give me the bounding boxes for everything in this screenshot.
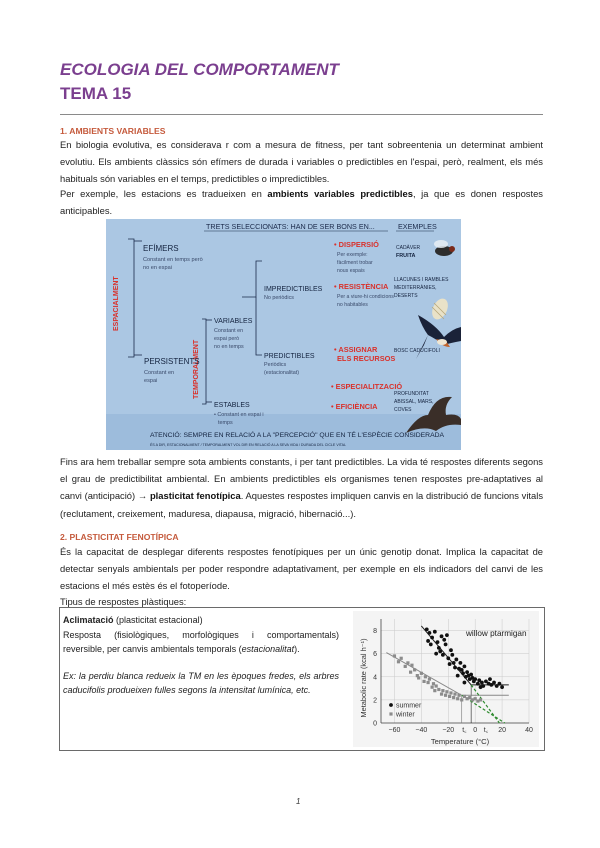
summer-point xyxy=(480,681,484,685)
svg-text:Constant en temps però: Constant en temps però xyxy=(143,257,203,263)
section-1-heading: 1. AMBIENTS VARIABLES xyxy=(60,126,166,136)
y-tick-label: 0 xyxy=(373,720,377,728)
winter-point xyxy=(452,696,455,699)
summer-point xyxy=(479,685,483,689)
summer-point xyxy=(426,639,430,643)
predictable-title: PREDICTIBLES xyxy=(264,353,315,360)
summer-point xyxy=(446,656,450,660)
chart-title: willow ptarmigan xyxy=(466,629,527,638)
example-deciduous-forest: BOSC CADUCIFOLI xyxy=(394,348,440,354)
x-tick-label: 20 xyxy=(498,727,506,734)
summer-point xyxy=(454,658,458,662)
diagram-header-traits: TRETS SELECCIONATS: HAN DE SER BONS EN... xyxy=(206,222,375,231)
legend-summer-marker xyxy=(389,703,393,707)
svg-text:Periòdics: Periòdics xyxy=(264,362,287,368)
winter-point xyxy=(424,675,427,678)
y-tick-label: 4 xyxy=(373,674,377,682)
summer-point xyxy=(463,664,467,668)
svg-text:espai: espai xyxy=(144,378,158,384)
svg-text:espai però: espai però xyxy=(214,336,240,342)
ephemeral-title: EFÍMERS xyxy=(143,244,179,253)
stable-title: ESTABLES xyxy=(214,402,250,409)
x-tick-label: t꜀ xyxy=(462,727,467,734)
x-tick-label: t꜀ xyxy=(483,727,489,734)
winter-point xyxy=(422,680,425,683)
winter-point xyxy=(409,671,412,674)
winter-point xyxy=(404,665,407,668)
summer-point xyxy=(488,677,492,681)
summer-point xyxy=(453,666,457,670)
winter-point xyxy=(441,689,444,692)
winter-point xyxy=(417,676,420,679)
acclimation-title: Aclimatació (plasticitat estacional) xyxy=(63,615,203,625)
section-2-paragraph-2: Tipus de respostes plàstiques: xyxy=(60,596,187,607)
summer-point xyxy=(444,643,448,647)
acclimation-description: Resposta (fisiològiques, morfològiques i comportamentals) reversible, per canvis ambientals temporals (estacionalitat). xyxy=(63,629,339,654)
svg-text:Per a viure-hi condicions: Per a viure-hi condicions xyxy=(337,294,394,300)
winter-point xyxy=(397,660,400,663)
summer-point xyxy=(425,628,429,632)
winter-point xyxy=(457,694,460,697)
axis-temporal-label: TEMPORALMENT xyxy=(193,339,200,399)
chart-y-label: Metabolic rate (kcal h⁻¹) xyxy=(359,638,368,718)
winter-point xyxy=(435,684,438,687)
summer-point xyxy=(469,673,473,677)
trait-specialization: • ESPECIALITZACIÓ xyxy=(331,382,403,391)
summer-point xyxy=(445,633,449,637)
svg-text:• ASSIGNAR: • ASSIGNAR xyxy=(334,345,378,354)
summer-point xyxy=(460,668,464,672)
winter-point xyxy=(440,693,443,696)
environment-types-diagram xyxy=(106,219,461,450)
svg-text:(estacionalitat): (estacionalitat) xyxy=(264,370,300,376)
legend-summer-label: summer xyxy=(396,702,422,710)
summer-point xyxy=(476,682,480,686)
svg-text:DESERTS: DESERTS xyxy=(394,293,418,299)
svg-text:no habitables: no habitables xyxy=(337,302,368,308)
legend-winter-label: winter xyxy=(396,711,415,719)
svg-text:FRUITA: FRUITA xyxy=(396,253,416,259)
persistent-title: PERSISTENTS xyxy=(144,357,200,366)
summer-point xyxy=(456,674,460,678)
winter-point xyxy=(431,686,434,689)
chart-x-label: Temperature (°C) xyxy=(430,737,490,746)
svg-text:Per exemple:: Per exemple: xyxy=(337,252,368,258)
x-tick-label: −40 xyxy=(415,727,428,734)
svg-text:COVES: COVES xyxy=(394,407,412,413)
svg-text:nous espais: nous espais xyxy=(337,268,365,274)
x-tick-label: 0 xyxy=(473,727,478,734)
x-tick-label: 40 xyxy=(525,727,533,734)
y-tick-label: 6 xyxy=(373,651,377,659)
summer-point xyxy=(428,631,432,635)
metabolic-rate-chart xyxy=(353,611,539,752)
summer-point xyxy=(473,677,477,681)
diagram-note: ATENCIÓ: SEMPRE EN RELACIÓ A LA "PERCEPCIÓ" QUE EN TÉ L'ESPÈCIE CONSIDERADA xyxy=(150,432,445,439)
svg-text:no en espai: no en espai xyxy=(143,265,172,271)
summer-point xyxy=(452,661,456,665)
summer-point xyxy=(438,649,442,653)
winter-point xyxy=(420,672,423,675)
winter-point xyxy=(426,681,429,684)
summer-point xyxy=(450,653,454,657)
svg-text:LLACUNES I RAMBLES: LLACUNES I RAMBLES xyxy=(394,277,449,283)
winter-point xyxy=(460,698,463,701)
summer-point xyxy=(437,646,441,650)
summer-point xyxy=(498,682,502,686)
summer-point xyxy=(492,681,496,685)
acclimation-example: Ex: la perdiu blanca redueix la TM en les èpoques fredes, els arbres caducifolis produeixen fulles segons la intensitat lumínica, etc. xyxy=(63,670,339,695)
summer-point xyxy=(461,671,465,675)
trait-dispersal: • DISPERSIÓ xyxy=(334,240,379,249)
summer-point xyxy=(500,685,504,689)
summer-point xyxy=(449,648,453,652)
section-1-paragraph-1: En biologia evolutiva, es considerava r com a mesura de fitness, per tant sobreentenia un determinat ambient evolutiu. Els ambients clàssics són efímers de durada i variables o predictibles en l'espai, però, realment, els més habituals són variables en el temps, predictibles o impredictibles. xyxy=(60,139,543,185)
summer-point xyxy=(448,662,452,666)
x-tick-label: −60 xyxy=(388,727,401,734)
winter-point xyxy=(437,688,440,691)
summer-point xyxy=(465,670,469,674)
summer-point xyxy=(430,636,434,640)
document-subtitle: TEMA 15 xyxy=(60,84,132,103)
svg-text:CADÀVER: CADÀVER xyxy=(396,245,421,251)
winter-point xyxy=(445,690,448,693)
axis-spatial-label: ESPACIALMENT xyxy=(113,276,120,331)
summer-point xyxy=(434,652,438,656)
winter-point xyxy=(444,694,447,697)
x-tick-label: −20 xyxy=(442,727,455,734)
summer-point xyxy=(463,681,467,685)
legend-winter-marker xyxy=(389,712,392,715)
svg-text:• Constant en espai i: • Constant en espai i xyxy=(214,412,264,418)
summer-point xyxy=(433,630,437,634)
summer-point xyxy=(442,638,446,642)
section-1-paragraph-2: Per exemple, les estacions es tradueixen en ambients variables predictibles, ja que es donen respostes anticipables. xyxy=(60,188,543,217)
diagram-note-small: ÉS A DIR, ESTACIONALMENT / TEMPORALMENT VOL DIR EN RELACIÓ A LA SEVA VIDA / DURADA DEL CICLE VITAL xyxy=(150,443,347,447)
svg-text:no en temps: no en temps xyxy=(214,344,244,350)
document-title: ECOLOGIA DEL COMPORTAMENT xyxy=(60,60,339,79)
winter-point xyxy=(448,695,451,698)
winter-point xyxy=(400,657,403,660)
section-2-paragraph-1: És la capacitat de desplegar diferents respostes fenotípiques per un únic genotip donat. Implica la capacitat de detectar senyals ambientals per poder respondre adaptativament, per exemple en els indicadors del canvi de les estacions el més estès és el fotoperíode. xyxy=(60,546,543,592)
trait-efficiency: • EFICIÈNCIA xyxy=(331,402,378,411)
section-2-heading: 2. PLASTICITAT FENOTÍPICA xyxy=(60,532,179,542)
summer-point xyxy=(429,643,433,647)
winter-point xyxy=(456,697,459,700)
unpredictable-desc: No periòdics xyxy=(264,295,294,301)
diagram-header-examples: EXEMPLES xyxy=(398,222,437,231)
winter-point xyxy=(410,664,413,667)
section-1-paragraph-3: Fins ara hem treballar sempre sota ambients constants, i per tant predictibles. La vida té respostes diferents segons el grau de predictibilitat ambiental. En ambients predictibles els organismes tenen respostes pre-adaptatives al canvi (anticipació) → plasticitat fenotípica. Aquestes respostes impliquen canvis en la distribució de funcions vitals (reclutament, creixement, maduresa, diapausa, migració, hibernació...). xyxy=(60,456,544,519)
svg-text:Constant en: Constant en xyxy=(214,328,244,334)
unpredictable-title: IMPREDICTIBLES xyxy=(264,286,323,293)
svg-text:MEDITERRÀNIES,: MEDITERRÀNIES, xyxy=(394,285,437,291)
acclimation-box xyxy=(59,607,545,751)
svg-text:temps: temps xyxy=(218,420,233,426)
svg-text:ELS RECURSOS: ELS RECURSOS xyxy=(337,354,396,363)
winter-point xyxy=(433,689,436,692)
y-tick-label: 2 xyxy=(373,697,377,705)
summer-point xyxy=(458,661,462,665)
summer-point xyxy=(436,640,440,644)
winter-point xyxy=(453,693,456,696)
winter-point xyxy=(406,661,409,664)
winter-point xyxy=(449,691,452,694)
trait-resistance: • RESISTÈNCIA xyxy=(334,282,389,291)
winter-point xyxy=(393,654,396,657)
svg-text:ABISSAL, MARS,: ABISSAL, MARS, xyxy=(394,399,434,405)
title-divider xyxy=(60,114,543,115)
svg-text:fàcilment trobar: fàcilment trobar xyxy=(337,260,373,266)
svg-text:PROFUNDITAT: PROFUNDITAT xyxy=(394,391,429,397)
acclimation-text xyxy=(63,613,339,698)
y-tick-label: 8 xyxy=(373,628,377,636)
winter-point xyxy=(428,677,431,680)
page-number: 1 xyxy=(296,797,301,806)
variable-title: VARIABLES xyxy=(214,318,253,325)
summer-point xyxy=(440,634,444,638)
svg-text:Constant en: Constant en xyxy=(144,370,175,376)
summer-point xyxy=(441,653,445,657)
winter-point xyxy=(413,668,416,671)
winter-point xyxy=(479,698,482,701)
